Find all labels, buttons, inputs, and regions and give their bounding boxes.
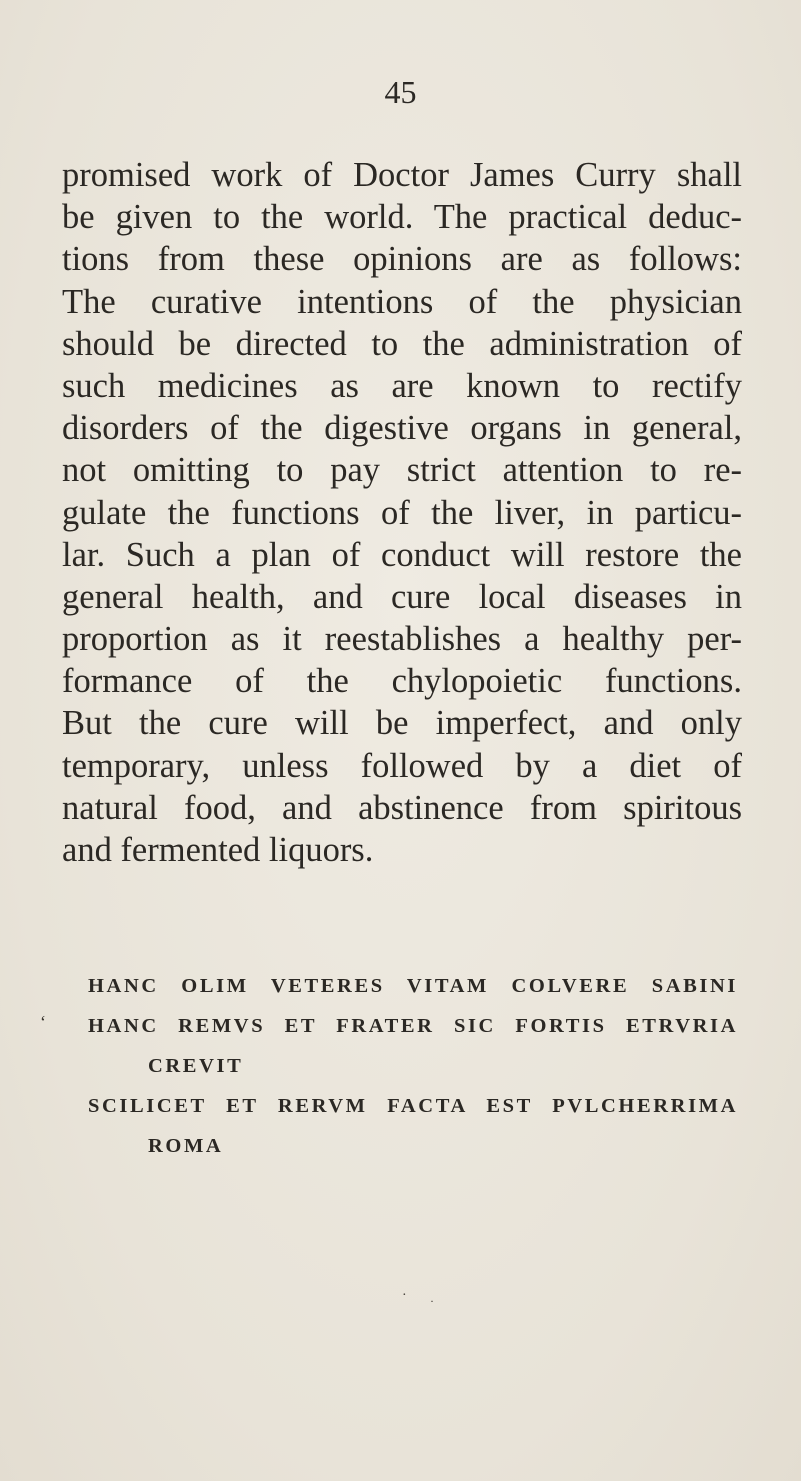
text-line: The curative intentions of the physician xyxy=(62,282,742,321)
margin-ink-mark: ‘ xyxy=(40,1012,46,1032)
ink-speck: · xyxy=(402,1288,407,1303)
ink-speck: · xyxy=(430,1294,434,1308)
epigraph-line: ROMA xyxy=(148,1135,224,1157)
epigraph-line: SCILICET ET RERVM FACTA EST PVLCHERRIMA xyxy=(88,1095,738,1117)
latin-epigraph xyxy=(88,966,738,1166)
text-line: lar. Such a plan of conduct will restore the xyxy=(62,535,742,574)
text-line: natural food, and abstinence from spiritous xyxy=(62,788,742,827)
text-line: formance of the chylopoietic functions. xyxy=(62,662,742,701)
text-line: tions from these opinions are as follows: xyxy=(62,240,742,279)
text-line: such medicines as are known to rectify xyxy=(62,366,742,405)
text-line: not omitting to pay strict attention to re- xyxy=(62,451,742,490)
text-line: disorders of the digestive organs in general, xyxy=(62,409,742,448)
text-line: be given to the world. The practical deduc- xyxy=(62,198,742,237)
text-line: should be directed to the administration of xyxy=(62,324,742,363)
epigraph-line: HANC OLIM VETERES VITAM COLVERE SABINI xyxy=(88,975,738,997)
epigraph-line: HANC REMVS ET FRATER SIC FORTIS ETRVRIA xyxy=(88,1015,738,1037)
text-line: general health, and cure local diseases in xyxy=(62,577,742,616)
text-line: promised work of Doctor James Curry shall xyxy=(62,156,742,194)
text-line: and fermented liquors. xyxy=(62,831,374,869)
body-paragraph xyxy=(62,154,742,871)
text-line: temporary, unless followed by a diet of xyxy=(62,746,742,785)
text-line: proportion as it reestablishes a healthy per- xyxy=(62,620,742,659)
epigraph-line: CREVIT xyxy=(148,1055,244,1077)
text-line: But the cure will be imperfect, and only xyxy=(62,704,742,743)
page-number: 45 xyxy=(384,74,417,110)
text-line: gulate the functions of the liver, in particu- xyxy=(62,493,742,532)
